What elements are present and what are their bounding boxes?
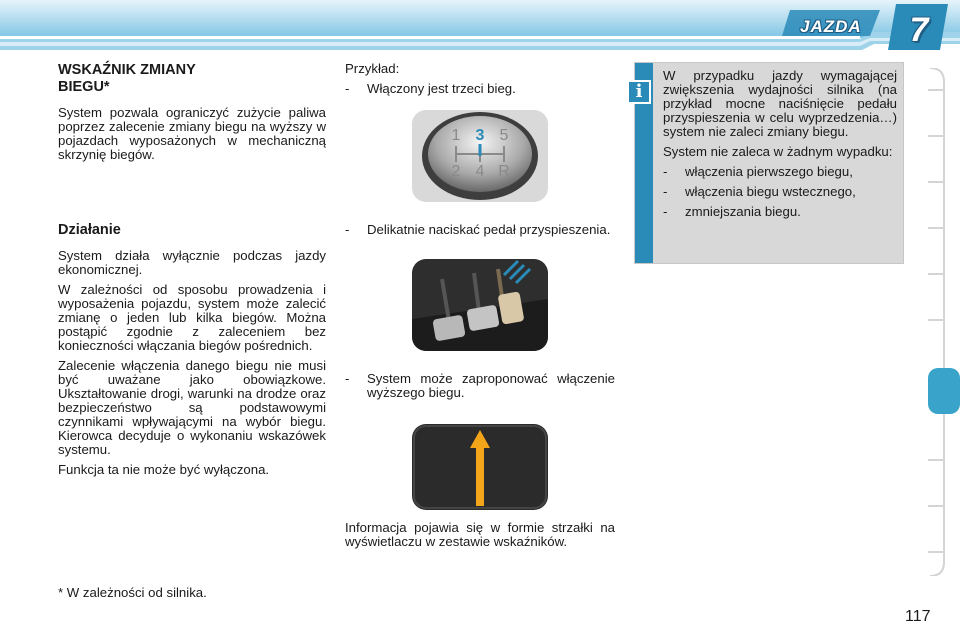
active-chapter-tab [928,368,960,414]
info-text [663,69,897,225]
gear-label-4: 4 [475,163,485,180]
step-3-block [345,372,615,406]
gear-label-1: 1 [451,127,461,144]
info-item-1-text: włączenia pierwszego biegu, [685,164,853,179]
page-title-line2: BIEGU* [58,79,110,95]
closing-text [345,521,615,555]
info-item-2-text: włączenia biegu wstecznego, [685,184,856,199]
dash-marker: - [663,184,668,199]
left-column [58,62,326,168]
info-item-1 [663,165,897,179]
example-label: Przykład: [345,61,400,76]
chapter-side-tabs [926,68,960,576]
chapter-title: JAZDA [800,17,862,36]
dash-marker: - [663,204,668,219]
step-3 [345,372,615,400]
operation-section [58,223,326,483]
intro-paragraph: System pozwala ograniczyć zużycie paliwa poprzez zalecenie zmiany biegu na wyższy w pojazdach wyposażonych w mechaniczną skrzynię biegów. [58,105,326,162]
dash-marker: - [663,164,668,179]
footnote: * W zależności od silnika. [58,585,207,600]
step-1-text: Włączony jest trzeci bieg. [367,81,516,96]
dash-marker: - [345,222,350,237]
gear-label-3: 3 [475,127,485,144]
info-paragraph-2: System nie zaleca w żadnym wypadku: [663,144,893,159]
gear-label-2: 2 [451,163,461,180]
step-2-text: Delikatnie naciskać pedał przyspieszenia. [367,222,611,237]
gear-label-r: R [498,163,510,180]
operation-paragraph-3: Zalecenie włączenia danego biegu nie musi być uważane jako obowiązkowe. Ukształtowanie drogi, warunki na drodze oraz bezpieczeństwo są podstawowymi czynnikami wpływającymi na wybór biegu. Kierowca decyduje o wykonaniu wskazówek systemu. [58,358,326,457]
dash-marker: - [345,371,350,386]
shift-arrow-display [412,424,548,510]
chapter-number: 7 [909,11,929,49]
step-3-text: System może zaproponować włączenie wyższego biegu. [367,371,615,400]
dash-marker: - [345,81,350,96]
step-2-block [345,223,615,243]
example-intro [345,62,615,102]
info-item-3-text: zmniejszania biegu. [685,204,801,219]
operation-paragraph-2: W zależności od sposobu prowadzenia i wyposażenia pojazdu, system może zalecić zmianę o jeden lub kilka biegów. Można postąpić zgodnie z zaleceniem bez konieczności włączania biegów pośrednich. [58,282,326,353]
gear-label-5: 5 [499,127,509,144]
operation-paragraph-1: System działa wyłącznie podczas jazdy ekonomicznej. [58,248,326,277]
info-box [634,62,904,264]
info-icon: i [627,80,651,104]
section-heading: Działanie [58,222,121,238]
page-title-line1: WSKAŹNIK ZMIANY [58,62,196,78]
gear-knob-illustration [412,110,548,202]
info-item-3 [663,205,897,219]
operation-paragraph-4: Funkcja ta nie może być wyłączona. [58,462,270,477]
closing-paragraph: Informacja pojawia się w formie strzałki na wyświetlaczu w zestawie wskaźników. [345,520,615,549]
info-item-2 [663,185,897,199]
step-1 [345,82,615,96]
pedals-illustration [412,259,548,351]
info-paragraph-1: W przypadku jazdy wymagającej zwiększenia wydajności silnika (na przykład mocne naciśnięcie pedału przyspieszenia w celu wyprzedzenia…) system nie zaleci zmiany biegu. [663,68,897,139]
page-title [58,62,326,96]
page-number: 117 [905,608,931,625]
step-2 [345,223,615,237]
